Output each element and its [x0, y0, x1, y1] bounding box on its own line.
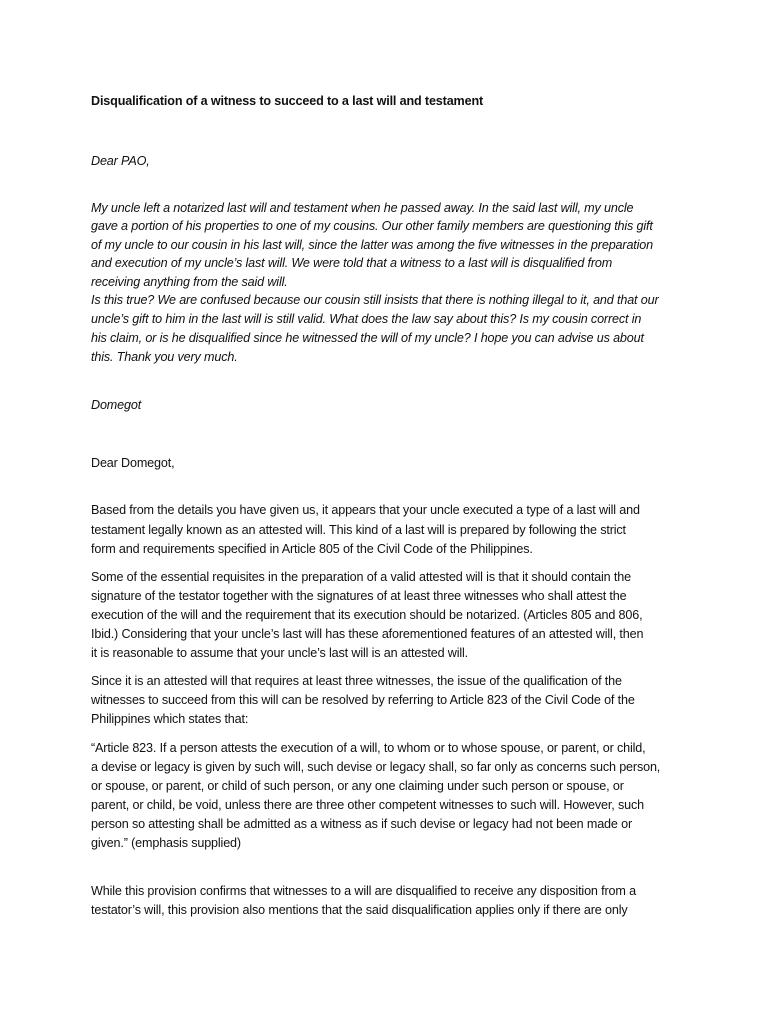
reply-paragraph-line: it is reasonable to assume that your uncle’s last will is an attested will.: [91, 646, 469, 660]
reply-paragraph-line: Based from the details you have given us, it appears that your uncle executed a type of a last will and: [91, 503, 640, 517]
quoted-article-line: parent, or child, be void, unless there are three other competent witnesses to such will. However, such: [91, 798, 644, 812]
reply-paragraph-line: witnesses to succeed from this will can be resolved by referring to Article 823 of the Civil Code of the: [91, 693, 635, 707]
letter-paragraph-line: of my uncle to our cousin in his last will, since the latter was among the five witnesses in the preparation: [91, 238, 654, 252]
quoted-article-line: or spouse, or parent, or child of such person, or any one claiming under such person or spouse, or: [91, 779, 624, 793]
reply-paragraph-line: While this provision confirms that witnesses to a will are disqualified to receive any disposition from a: [91, 884, 636, 898]
document-title: Disqualification of a witness to succeed to a last will and testament: [91, 94, 484, 108]
reply-paragraph-line: Philippines which states that:: [91, 712, 249, 726]
quoted-article-line: given.” (emphasis supplied): [91, 836, 241, 850]
quoted-article-line: “Article 823. If a person attests the execution of a will, to whom or to whose spouse, or parent, or child,: [91, 741, 646, 755]
reply-paragraph-line: Ibid.) Considering that your uncle’s last will has these aforementioned features of an attested will, then: [91, 627, 644, 641]
reply-paragraph-line: testament legally known as an attested will. This kind of a last will is prepared by following the strict: [91, 523, 626, 537]
letter-paragraph-line: My uncle left a notarized last will and testament when he passed away. In the said last will, my uncle: [91, 201, 634, 215]
letter-paragraph-line: gave a portion of his properties to one of my cousins. Our other family members are questioning this gift: [91, 219, 653, 233]
letter-paragraph-line: his claim, or is he disqualified since he witnessed the will of my uncle? I hope you can advise us about: [91, 331, 644, 345]
letter-signature: Domegot: [91, 398, 142, 412]
reply-salutation: Dear Domegot,: [91, 456, 175, 470]
letter-salutation: Dear PAO,: [91, 154, 150, 168]
reply-paragraph-line: Some of the essential requisites in the preparation of a valid attested will is that it should contain the: [91, 570, 631, 584]
reply-paragraph-line: signature of the testator together with the signatures of at least three witnesses who shall attest the: [91, 589, 627, 603]
quoted-article-line: a devise or legacy is given by such will, such devise or legacy shall, so far only as concerns such person,: [91, 760, 661, 774]
letter-paragraph-line: and execution of my uncle’s last will. We were told that a witness to a last will is disqualified from: [91, 256, 613, 270]
reply-paragraph-line: execution of the will and the requirement that its execution should be notarized. (Articles 805 and 806,: [91, 608, 643, 622]
reply-paragraph-line: form and requirements specified in Article 805 of the Civil Code of the Philippines.: [91, 542, 533, 556]
reply-paragraph-line: Since it is an attested will that requires at least three witnesses, the issue of the qualification of the: [91, 674, 622, 688]
letter-paragraph-line: this. Thank you very much.: [91, 350, 238, 364]
letter-paragraph-line: receiving anything from the said will.: [91, 275, 288, 289]
reply-paragraph-line: testator’s will, this provision also mentions that the said disqualification applies only if there are only: [91, 903, 628, 917]
quoted-article-line: person so attesting shall be admitted as a witness as if such devise or legacy had not been made or: [91, 817, 632, 831]
letter-paragraph-line: Is this true? We are confused because our cousin still insists that there is nothing illegal to it, and that our: [91, 293, 659, 307]
letter-paragraph-line: uncle’s gift to him in the last will is still valid. What does the law say about this? Is my cousin correct in: [91, 312, 642, 326]
